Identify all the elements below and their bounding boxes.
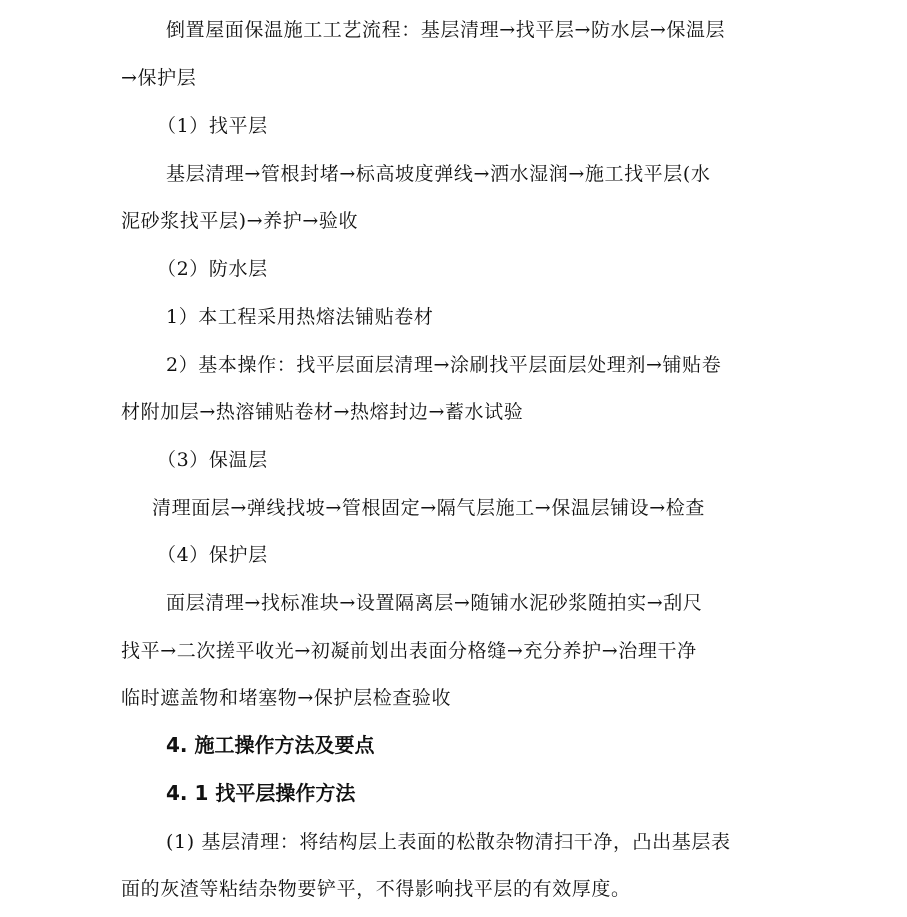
heading-methods: 4. 施工操作方法及要点: [166, 733, 375, 757]
waterproof-item-2-cont: 材附加层→热溶铺贴卷材→热熔封边→蓄水试验: [121, 401, 524, 423]
insulation-flow-line: 清理面层→弹线找坡→管根固定→隔气层施工→保温层铺设→检查: [152, 497, 706, 519]
paragraph-line-cont: 面的灰渣等粘结杂物要铲平，不得影响找平层的有效厚度。: [121, 878, 631, 900]
section-protection-title: （4）保护层: [157, 544, 268, 566]
paragraph-line: (1) 基层清理：将结构层上表面的松散杂物清扫干净，凸出基层表: [166, 831, 731, 853]
leveling-flow-line-cont: 泥砂浆找平层)→养护→验收: [121, 210, 359, 232]
protection-flow-line: 面层清理→找标准块→设置隔离层→随铺水泥砂浆随拍实→刮尺: [166, 592, 703, 614]
section-leveling-title: （1）找平层: [157, 115, 268, 137]
process-flow-line: 倒置屋面保温施工工艺流程：基层清理→找平层→防水层→保温层: [166, 19, 726, 41]
section-waterproof-title: （2）防水层: [157, 258, 268, 280]
protection-flow-line-cont: 找平→二次搓平收光→初凝前划出表面分格缝→充分养护→治理干净: [121, 640, 697, 662]
process-flow-line-cont: →保护层: [121, 67, 197, 89]
section-insulation-title: （3）保温层: [157, 449, 268, 471]
waterproof-item-2: 2）基本操作：找平层面层清理→涂刷找平层面层处理剂→铺贴卷: [166, 354, 722, 376]
heading-leveling-methods: 4. 1 找平层操作方法: [166, 781, 356, 805]
leveling-flow-line: 基层清理→管根封堵→标高坡度弹线→洒水湿润→施工找平层(水: [166, 163, 711, 185]
waterproof-item-1: 1）本工程采用热熔法铺贴卷材: [166, 306, 434, 328]
protection-flow-line-cont2: 临时遮盖物和堵塞物→保护层检查验收: [121, 687, 452, 709]
